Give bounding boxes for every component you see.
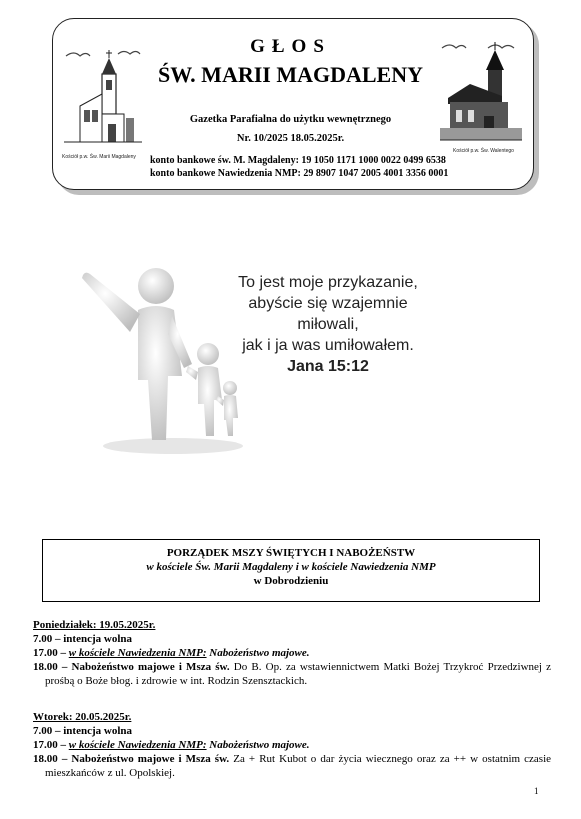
event-time: 7.00 – intencja wolna: [33, 633, 132, 645]
event-place: w kościele Nawiedzenia NMP:: [68, 647, 207, 659]
schedule-heading-title: PORZĄDEK MSZY ŚWIĘTYCH I NABOŻEŃSTW: [166, 547, 416, 559]
schedule-heading-churches: w kościele Św. Marii Magdaleny i w kościele Nawiedzenia NMP: [146, 561, 436, 573]
day-heading: Poniedziałek: 19.05.2025r.: [33, 619, 156, 631]
schedule-tuesday: [33, 710, 551, 780]
event-description: Nabożeństwo majowe.: [206, 647, 310, 659]
newsletter-subtitle-title: ŚW. MARII MAGDALENY: [157, 62, 424, 87]
quote-reference: Jana 15:12: [287, 358, 369, 375]
event-description: Nabożeństwo majowe.: [206, 739, 310, 751]
issue-number: Nr. 10/2025 18.05.2025r.: [236, 133, 345, 144]
mass-schedule-heading-box: [42, 539, 540, 602]
church-magdalena-image: [62, 44, 144, 150]
newsletter-title: GŁOS: [250, 36, 331, 57]
newsletter-description: Gazetka Parafialna do użytku wewnętrznego: [189, 114, 392, 125]
church-walenty-image: [440, 40, 522, 146]
quote-line-1: To jest moje przykazanie,: [238, 274, 418, 291]
bank-account-magdalena: konto bankowe św. M. Magdaleny: 19 1050 1171 1000 0022 0499 6538: [150, 155, 446, 166]
page-number: 1: [534, 786, 539, 796]
event-description: Do B. Op. za wstawiennictwem Matki Bożej Trzykroć Przedziwnej z prośbą o Boże błog. i zdrowie w int. Rodzin Szensztackich.: [45, 661, 552, 687]
left-church-caption: Kościół p.w. Św. Marii Magdaleny: [62, 154, 136, 160]
quote-line-2: abyście się wzajemnie miłowali,: [248, 295, 408, 333]
event-time: 18.00 – Nabożeństwo majowe i Msza św.: [33, 661, 230, 673]
event-place: w kościele Nawiedzenia NMP:: [68, 739, 207, 751]
bank-account-nmp: konto bankowe Nawiedzenia NMP: 29 8907 1047 2005 4001 3356 0001: [150, 168, 449, 179]
event-time: 17.00 –: [33, 739, 69, 751]
schedule-heading-town: w Dobrodzieniu: [253, 575, 329, 587]
event-description: Za + Rut Kubot o dar życia wiecznego oraz za ++ w ostatnim czasie mieszkańców z ul. Opolskiej.: [45, 753, 552, 779]
event-time: 18.00 – Nabożeństwo majowe i Msza św.: [33, 753, 230, 765]
quote-line-3: jak i ja was umiłowałem.: [242, 337, 414, 354]
day-heading: Wtorek: 20.05.2025r.: [33, 711, 132, 723]
event-time: 17.00 –: [33, 647, 69, 659]
schedule-monday: [33, 618, 551, 688]
bible-quote: [228, 272, 428, 377]
event-time: 7.00 – intencja wolna: [33, 725, 132, 737]
right-church-caption: Kościół p.w. Św. Walentego: [453, 148, 514, 154]
